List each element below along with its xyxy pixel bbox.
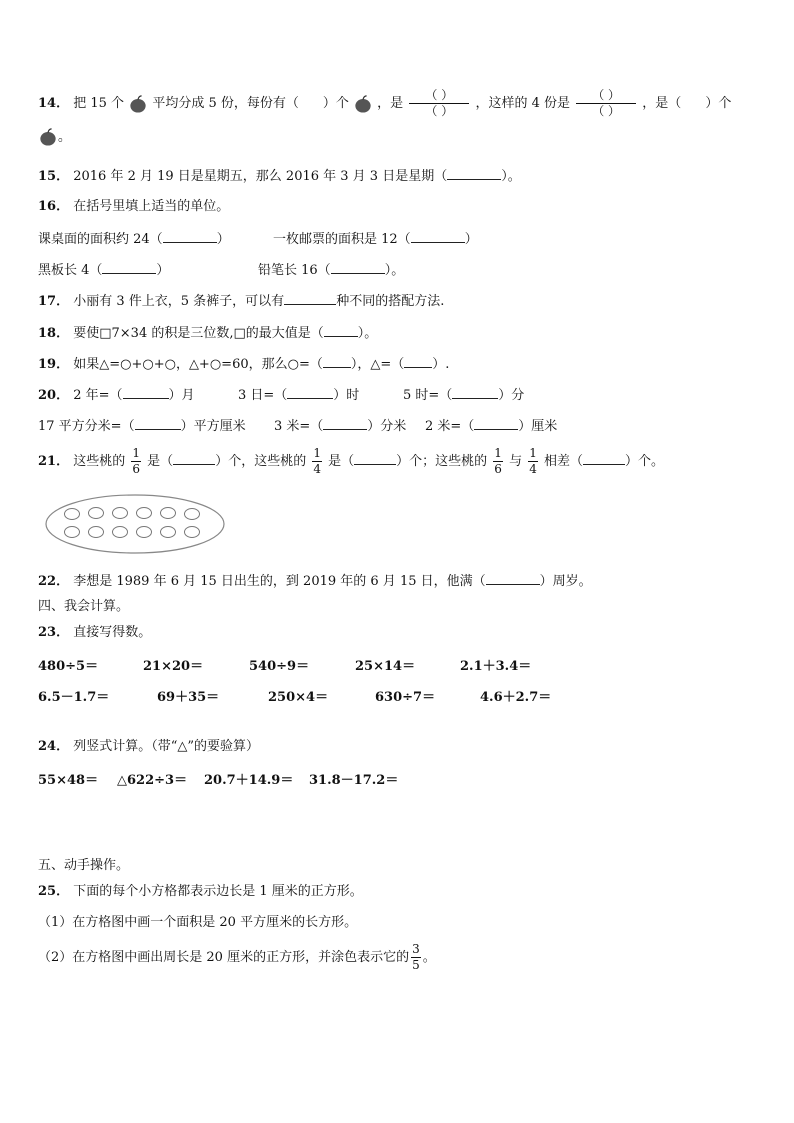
q19-text-2: ），△=（: [350, 357, 405, 372]
q14-fraction-1: [409, 88, 469, 119]
q24-item: △622÷3＝: [117, 773, 188, 788]
q25-subquestion-2-text: （2）在方格图中画出周长是 20 厘米的正方形，并涂色表示它的: [38, 950, 410, 965]
peach-icon: [89, 527, 104, 538]
q20-r2-a-blank[interactable]: [135, 416, 181, 430]
q23-r1-item: 2.1＋3.4＝: [460, 659, 532, 674]
q22-answer-blank[interactable]: [486, 571, 540, 585]
q21-answer-blank-3[interactable]: [583, 451, 625, 465]
q16-blank-b[interactable]: [411, 229, 465, 243]
q16-close-a: ）: [216, 232, 230, 247]
peach-icon: [185, 509, 200, 520]
question-20-row-2: [38, 416, 246, 436]
q20-r2-b-text: 3 米=（: [274, 419, 324, 434]
q14-text-7: ）个: [705, 96, 732, 111]
q20-row-1-c: [403, 385, 524, 405]
q20-r1-c-unit: ）分: [498, 388, 525, 403]
q16-item-a-text: 课桌面的面积约 24（: [38, 232, 163, 247]
peach-icon: [113, 527, 128, 538]
question-24: [38, 738, 259, 756]
q21-fraction-2-numerator: 1: [313, 446, 321, 460]
q23-r2-item: 4.6＋2.7＝: [480, 690, 552, 705]
question-25: [38, 883, 363, 901]
q19-answer-blank-1[interactable]: [323, 354, 351, 368]
q21-text-2: 是（: [147, 454, 174, 469]
q23-r2-item: 250×4＝: [268, 690, 329, 705]
q19-answer-blank-2[interactable]: [404, 354, 432, 368]
q21-fraction-3: [493, 446, 503, 477]
q24-number: 24．: [38, 739, 70, 754]
q15-answer-blank[interactable]: [447, 166, 501, 180]
q25-text: 下面的每个小方格都表示边长是 1 厘米的正方形。: [73, 884, 363, 899]
q16-number: 16．: [38, 199, 70, 214]
q15-end: ）。: [501, 169, 521, 184]
q20-r1-a-text: 2 年=（: [73, 388, 123, 403]
q21-fraction-1-numerator: 1: [132, 446, 141, 460]
q21-answer-blank-1[interactable]: [173, 451, 215, 465]
section-5-heading: 五、动手操作。: [38, 858, 130, 873]
ellipse-outline: [46, 495, 224, 553]
q23-r2-item: 69＋35＝: [157, 690, 220, 705]
peach-icon: [113, 508, 128, 519]
q18-text-2: ）。: [357, 326, 378, 341]
question-19: [38, 354, 449, 374]
q23-r2-item: 6.5－1.7＝: [38, 690, 110, 705]
q20-r2-c-unit: ）厘米: [518, 419, 558, 434]
q23-r2-item: 630÷7＝: [375, 690, 436, 705]
q25-fraction: [411, 942, 421, 973]
peach-icon: [161, 508, 176, 519]
q23-number: 23．: [38, 625, 70, 640]
q25-fraction-denominator: 5: [412, 958, 420, 972]
q19-text-3: ）.: [432, 357, 450, 372]
q25-number: 25．: [38, 884, 70, 899]
q16-close-b: ）: [464, 232, 478, 247]
q21-text-7: 相差（: [544, 454, 584, 469]
q21-text-5: ）个；这些桃的: [396, 454, 488, 469]
q18-text-1: 要使□7×34 的积是三位数,□的最大值是（: [73, 326, 324, 341]
q17-number: 17．: [38, 294, 70, 309]
q14-fraction-1-numerator[interactable]: （ ）: [409, 88, 469, 104]
q17-answer-blank[interactable]: [284, 291, 336, 305]
q21-fraction-3-numerator: 1: [494, 446, 502, 460]
q21-fraction-2-denominator: 4: [313, 462, 321, 476]
q14-text-6: ，是（: [642, 96, 682, 111]
q21-fraction-1-denominator: 6: [132, 462, 141, 476]
q22-number: 22．: [38, 574, 70, 589]
peach-icon: [65, 527, 80, 538]
peach-icon: [161, 527, 176, 538]
q16-item-a: [38, 229, 230, 249]
q24-text: 列竖式计算。（带“△”的要验算）: [73, 739, 260, 754]
q21-fraction-1: [131, 446, 141, 477]
peach-icon: [137, 508, 152, 519]
q23-r1-item: 25×14＝: [355, 659, 416, 674]
q19-number: 19．: [38, 357, 70, 372]
q25-fraction-numerator: 3: [412, 942, 420, 956]
q24-item: 31.8－17.2＝: [309, 773, 399, 788]
q21-fraction-4: [528, 446, 538, 477]
q20-r2-c-blank[interactable]: [474, 416, 518, 430]
q15-number: 15．: [38, 169, 70, 184]
q14-fraction-2-denominator[interactable]: （ ）: [592, 104, 621, 118]
q16-blank-a[interactable]: [163, 229, 217, 243]
q21-fraction-2: [312, 446, 322, 477]
apple-icon: [39, 128, 57, 146]
q21-text-8: ）个。: [625, 454, 665, 469]
q23-text: 直接写得数。: [73, 625, 152, 640]
q22-text-1: 李想是 1989 年 6 月 15 日出生的，到 2019 年的 6 月 15 日，他满（: [73, 574, 486, 589]
question-22: [38, 571, 592, 591]
q25-subquestion-1: （1）在方格图中画一个面积是 20 平方厘米的长方形。: [38, 915, 358, 930]
question-21: [38, 446, 664, 477]
q20-r1-b-text: 3 日=（: [238, 388, 288, 403]
peach-icon: [89, 508, 104, 519]
q21-text-6: 与: [509, 454, 523, 469]
q16-text: 在括号里填上适当的单位。: [73, 199, 230, 214]
q20-row-2-b: [274, 416, 406, 436]
q20-r2-a-unit: ）平方厘米: [180, 419, 246, 434]
q16-item-d: [258, 260, 404, 280]
q16-item-c-text: 黑板长 4（: [38, 263, 103, 278]
q23-r1-item: 21×20＝: [143, 659, 204, 674]
question-18: [38, 323, 377, 343]
q20-r2-c-text: 2 米=（: [425, 419, 475, 434]
q14-number: 14．: [38, 96, 70, 111]
q20-row-2-c: [425, 416, 557, 436]
q21-fraction-4-numerator: 1: [529, 446, 537, 460]
q16-blank-c[interactable]: [102, 260, 156, 274]
q14-text-5: ，这样的 4 份是: [475, 96, 571, 111]
q19-text-1: 如果△=○+○+○，△+○=60，那么○=（: [73, 357, 323, 372]
peach-icon: [185, 527, 200, 538]
q16-close-c: ）: [156, 263, 170, 278]
q16-item-c: [38, 260, 169, 280]
q20-r1-b-blank[interactable]: [287, 385, 333, 399]
q21-answer-blank-2[interactable]: [354, 451, 396, 465]
q18-answer-blank[interactable]: [324, 323, 358, 337]
q16-item-b-text: 一枚邮票的面积是 12（: [273, 232, 411, 247]
q23-r1-item: 540÷9＝: [249, 659, 310, 674]
peach-icon: [137, 527, 152, 538]
q20-r1-b-unit: ）时: [333, 388, 360, 403]
peaches-ellipse-figure: [44, 492, 226, 556]
q20-number: 20．: [38, 388, 70, 403]
peach-icon: [65, 509, 80, 520]
q20-r2-b-unit: ）分米: [367, 419, 407, 434]
q17-text-1: 小丽有 3 件上衣，5 条裤子，可以有: [73, 294, 285, 309]
question-23: [38, 624, 151, 642]
q24-item: 20.7＋14.9＝: [204, 773, 294, 788]
question-20-row-1: [38, 385, 195, 405]
q21-text-1: 这些桃的: [73, 454, 126, 469]
q20-r2-a-text: 17 平方分米=（: [38, 419, 135, 434]
q23-r1-item: 480÷5＝: [38, 659, 99, 674]
q20-r2-b-blank[interactable]: [323, 416, 367, 430]
q21-fraction-4-denominator: 4: [529, 462, 537, 476]
q24-item: 55×48＝: [38, 773, 99, 788]
q14-fraction-2: [576, 88, 636, 119]
question-17: [38, 291, 444, 311]
q20-row-1-b: [238, 385, 359, 405]
q15-text: 2016 年 2 月 19 日是星期五，那么 2016 年 3 月 3 日是星期（: [73, 169, 448, 184]
q16-blank-d[interactable]: [331, 260, 385, 274]
q14-text-2: 平均分成 5 份，每份有（: [152, 96, 299, 111]
q21-text-3: ）个，这些桃的: [215, 454, 307, 469]
q21-number: 21．: [38, 454, 70, 469]
section-4-heading: 四、我会计算。: [38, 599, 130, 614]
q14-fraction-2-numerator[interactable]: （ ）: [576, 88, 636, 104]
q14-text-3: ）个: [322, 96, 349, 111]
q20-r1-c-blank[interactable]: [452, 385, 498, 399]
apple-icon: [129, 95, 147, 113]
q16-item-d-text: 铅笔长 16（: [258, 263, 331, 278]
q20-r1-a-unit: ）月: [168, 388, 195, 403]
apple-icon: [354, 95, 372, 113]
q17-text-2: 种不同的搭配方法.: [336, 294, 445, 309]
q16-item-b: [273, 229, 478, 249]
q14-text-1: 把 15 个: [73, 96, 125, 111]
q20-r1-a-blank[interactable]: [123, 385, 169, 399]
q14-end: 。: [58, 129, 72, 145]
question-14-continued: [38, 128, 71, 147]
q14-fraction-1-denominator[interactable]: （ ）: [425, 104, 454, 118]
q25-subquestion-2: [38, 942, 436, 973]
q18-number: 18．: [38, 326, 70, 341]
q14-text-4: ，是: [377, 96, 404, 111]
q20-r1-c-text: 5 时=（: [403, 388, 453, 403]
q16-close-d: ）。: [384, 263, 405, 278]
q22-text-2: ）周岁。: [539, 574, 592, 589]
q21-text-4: 是（: [328, 454, 355, 469]
q25-end: 。: [422, 950, 436, 965]
q21-fraction-3-denominator: 6: [494, 462, 502, 476]
question-14: [38, 88, 731, 119]
question-16: [38, 198, 229, 216]
question-15: [38, 166, 521, 186]
